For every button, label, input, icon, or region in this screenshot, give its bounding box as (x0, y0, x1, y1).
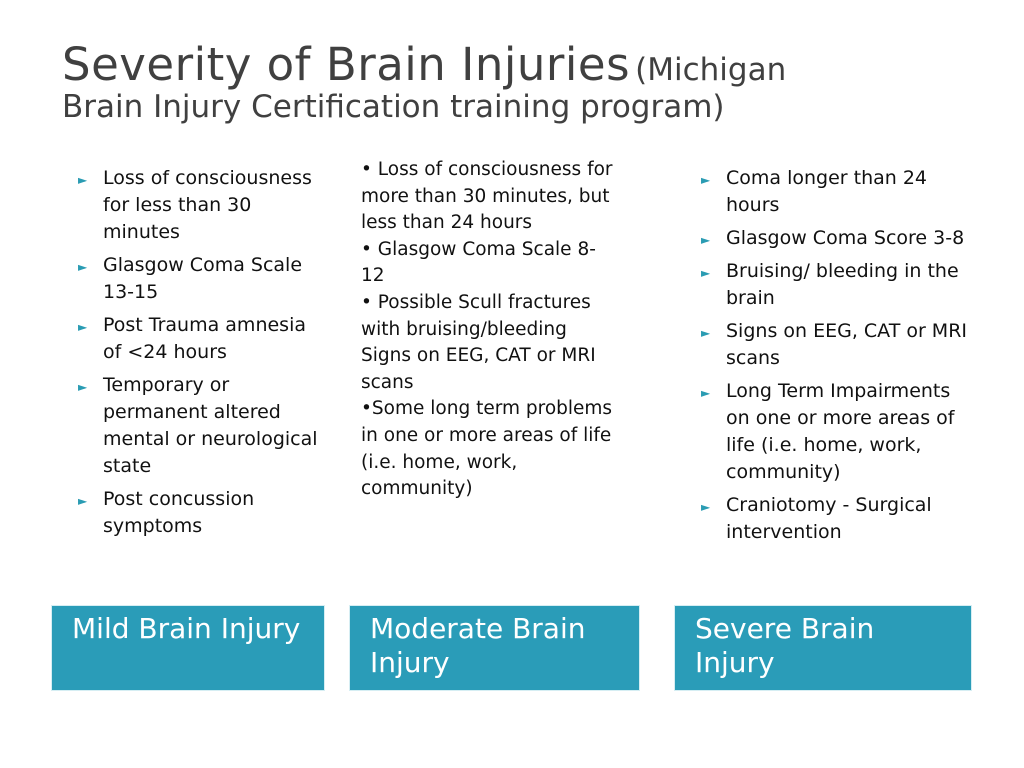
text-line: • Loss of consciousness for more than 30 minutes, but less than 24 hours (361, 159, 613, 234)
list-item-text: Signs on EEG, CAT or MRI scans (726, 320, 968, 369)
list-item-text: Post concussion symptoms (103, 488, 255, 537)
triangle-right-icon: ► (78, 494, 88, 508)
triangle-right-icon: ► (78, 380, 88, 394)
moderate-label-box (349, 605, 640, 691)
list-item (74, 252, 319, 306)
triangle-right-icon: ► (701, 233, 711, 247)
list-item (74, 165, 319, 246)
triangle-right-icon: ► (78, 320, 88, 334)
list-item (697, 225, 977, 252)
triangle-right-icon: ► (701, 326, 711, 340)
list-item (74, 372, 319, 480)
list-item-text: Craniotomy - Surgical intervention (726, 494, 932, 543)
text-line: • Possible Scull fractures with bruising/bleeding Signs on EEG, CAT or MRI scans (361, 291, 596, 393)
severe-label: Severe Brain Injury (695, 612, 875, 679)
triangle-right-icon: ► (701, 386, 711, 400)
list-item (74, 312, 319, 366)
list-item-text: Coma longer than 24 hours (726, 167, 928, 216)
text-line: • Glasgow Coma Scale 8-12 (361, 238, 596, 287)
title-paren: (Michigan (635, 52, 787, 88)
triangle-right-icon: ► (78, 173, 88, 187)
triangle-right-icon: ► (701, 266, 711, 280)
list-item-text: Loss of consciousness for less than 30 minutes (103, 167, 312, 243)
list-item-text: Glasgow Coma Score 3-8 (726, 227, 965, 249)
triangle-right-icon: ► (78, 260, 88, 274)
text-line: •Some long term problems in one or more areas of life (i.e. home, work, community) (361, 398, 613, 500)
title-subtitle: Brain Injury Certification training program) (62, 89, 725, 126)
list-item-text: Long Term Impairments on one or more areas of life (i.e. home, work, community) (726, 380, 955, 483)
list-item-text: Glasgow Coma Scale 13-15 (103, 254, 303, 303)
triangle-right-icon: ► (701, 173, 711, 187)
title-main: Severity of Brain Injuries (62, 38, 631, 91)
list-item-text: Post Trauma amnesia of <24 hours (103, 314, 306, 363)
moderate-label: Moderate Brain Injury (370, 612, 586, 679)
list-item (697, 258, 977, 312)
mild-label: Mild Brain Injury (72, 612, 301, 645)
slide-title (62, 40, 1002, 125)
list-item (697, 318, 977, 372)
mild-details (74, 165, 319, 546)
severe-details (697, 165, 977, 552)
list-item-text: Temporary or permanent altered mental or neurological state (103, 374, 318, 477)
moderate-details (361, 157, 619, 503)
list-item (697, 378, 977, 486)
list-item-text: Bruising/ bleeding in the brain (726, 260, 959, 309)
list-item (697, 165, 977, 219)
severe-label-box (674, 605, 972, 691)
list-item (74, 486, 319, 540)
list-item (697, 492, 977, 546)
triangle-right-icon: ► (701, 500, 711, 514)
mild-label-box (51, 605, 325, 691)
